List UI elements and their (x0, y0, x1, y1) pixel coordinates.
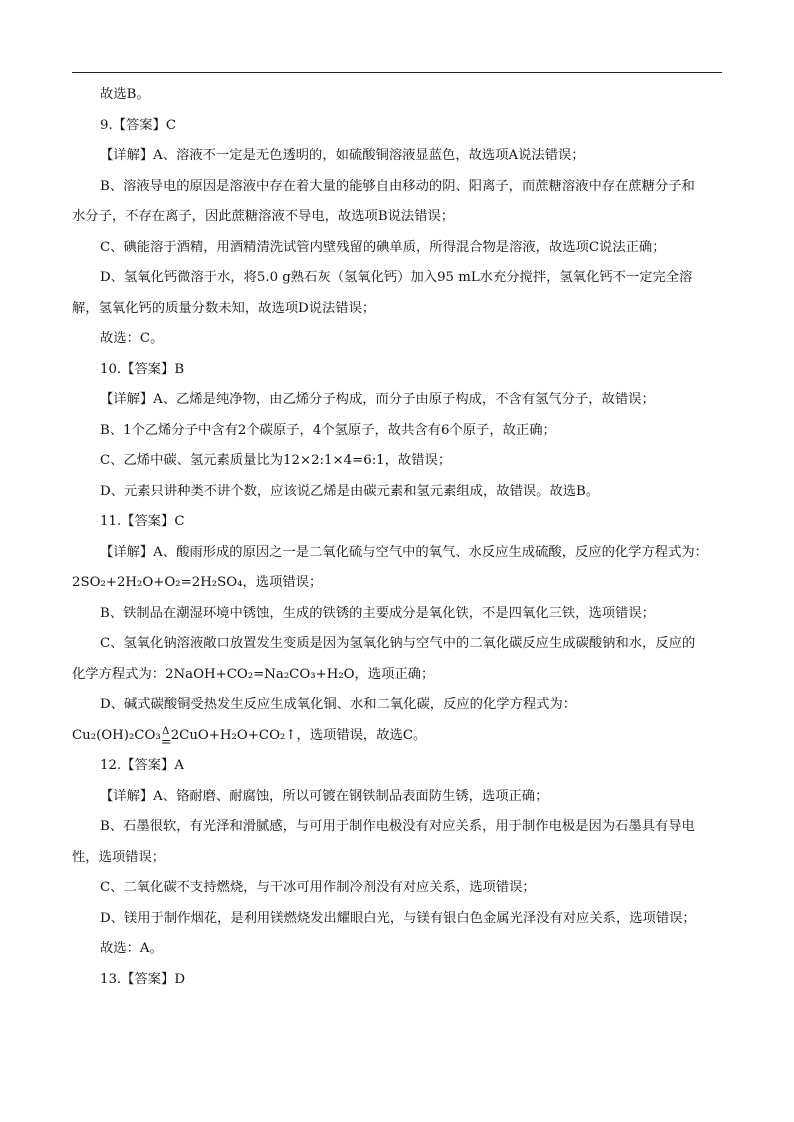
answer-block-2 (72, 751, 724, 995)
header-rule (72, 72, 722, 73)
text-line: 9.【答案】C (100, 117, 177, 133)
text-line: 12.【答案】A (100, 758, 184, 773)
text-line: C、氢氧化钠溶液敞口放置发生变质是因为氢氧化钠与空气中的二氧化碳反应生成碳酸钠和水，反应的 (100, 636, 696, 651)
text-line: B、铁制品在潮湿环境中锈蚀，生成的铁锈的主要成分是氧化铁，不是四氧化三铁，选项错误； (100, 605, 655, 621)
text-line: 故选：C。 (100, 331, 164, 346)
answer-block-1 (72, 80, 724, 721)
equation-left: Cu₂(OH)₂CO₃ (72, 727, 161, 743)
text-line: 11.【答案】C (100, 514, 185, 529)
text-line: 【详解】A、酸雨形成的原因之一是二氧化硫与空气中的氧气、水反应生成硫酸，反应的化学方程式为： (100, 544, 708, 560)
text-line: B、1个乙烯分子中含有2个碳原子，4个氢原子，故共含有6个原子，故正确； (100, 422, 556, 438)
text-line: 水分子，不存在离子，因此蔗糖溶液不导电，故选项B说法错误； (72, 209, 455, 224)
text-line: B、溶液导电的原因是溶液中存在着大量的能够自由移动的阴、阳离子，而蔗糖溶液中存在蔗糖分子和 (100, 178, 695, 194)
heat-symbol: Δ (162, 726, 170, 737)
text-line: 10.【答案】B (100, 361, 185, 377)
text-line: 故选：A。 (100, 941, 163, 956)
answer-text (72, 80, 724, 995)
text-line: 化学方程式为：2NaOH+CO₂=Na₂CO₃+H₂O，选项正确； (72, 666, 435, 682)
text-line: D、碱式碳酸铜受热发生反应生成氧化铜、水和二氧化碳，反应的化学方程式为： (100, 697, 577, 712)
equals-sign: = (160, 735, 172, 750)
text-line: 2SO₂+2H₂O+O₂=2H₂SO₄，选项错误； (72, 575, 323, 590)
text-line: D、镁用于制作烟花，是利用镁燃烧发出耀眼白光，与镁有银白色金属光泽没有对应关系，选项错误； (100, 910, 696, 926)
text-line: B、石墨很软，有光泽和滑腻感，与可用于制作电极没有对应关系，用于制作电极是因为石墨具有导电 (100, 819, 695, 834)
text-line: 解，氢氧化钙的质量分数未知，故选项D说法错误； (72, 300, 376, 316)
text-line: D、氢氧化钙微溶于水，将5.0 g熟石灰（氢氧化钙）加入95 mL水充分搅拌，氢氧化钙不一定完全溶 (100, 270, 693, 285)
text-line: C、碘能溶于酒精，用酒精清洗试管内壁残留的碘单质，所得混合物是溶液，故选项C说法正确； (100, 239, 666, 255)
text-line: 故选B。 (100, 87, 150, 102)
text-line: C、二氧化碳不支持燃烧，与干冰可用作制冷剂没有对应关系，选项错误； (100, 880, 536, 895)
reaction-condition (160, 726, 172, 751)
equation-line (72, 721, 724, 752)
text-line: C、乙烯中碳、氢元素质量比为12×2:1×4=6:1，故错误； (100, 453, 452, 468)
text-line: 性，选项错误； (72, 849, 166, 865)
text-line: 13.【答案】D (100, 971, 185, 987)
equation-right: 2CuO+H₂O+CO₂↑，选项错误，故选C。 (170, 727, 427, 743)
text-line: 【详解】A、溶液不一定是无色透明的，如硫酸铜溶液显蓝色，故选项A说法错误； (100, 148, 585, 163)
text-line: D、元素只讲种类不讲个数，应该说乙烯是由碳元素和氢元素组成，故错误。故选B。 (100, 483, 600, 499)
text-line: 【详解】A、铬耐磨、耐腐蚀，所以可镀在钢铁制品表面防生锈，选项正确； (100, 788, 549, 804)
text-line: 【详解】A、乙烯是纯净物，由乙烯分子构成，而分子由原子构成，不含有氢气分子，故错误； (100, 392, 655, 407)
